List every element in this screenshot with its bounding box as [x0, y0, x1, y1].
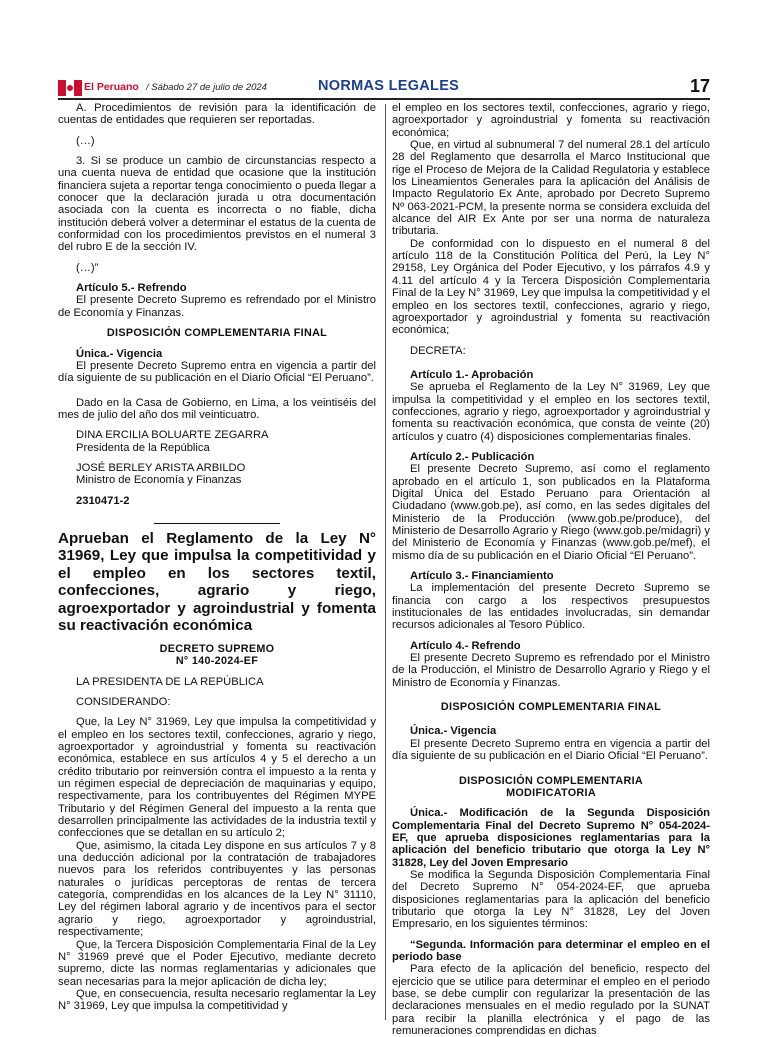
article-heading: Artículo 1.- Aprobación: [410, 368, 534, 381]
paragraph: El presente Decreto Supremo entra en vigencia a partir del día siguiente de su publicación en el Diario Oficial “El Peruano”.: [392, 737, 710, 763]
article-heading: Única.- Vigencia: [410, 725, 497, 738]
section-heading: DISPOSICIÓN COMPLEMENTARIA FINAL: [440, 701, 662, 714]
paragraph: Que, la Tercera Disposición Complementaria Final de la Ley N° 31969 prevé que el Poder Ejecutivo, mediante decreto supremo, dicte las normas reglamentarias y adicionales que sean necesarias para la mejor aplicación de dicha ley;: [58, 938, 376, 988]
signatory-name: DINA ERCILIA BOLUARTE ZEGARRA: [76, 429, 269, 442]
issue-date: / Sábado 27 de julio de 2024: [146, 82, 267, 93]
article-heading: Única.- Modificación de la Segunda Disposición Complementaria Final del Decreto Supremo N° 054-2024-EF, que aprueba disposiciones reglamentarias para la aplicación del beneficio tributario que otorga la Ley N° 31828, Ley del Joven Empresario: [392, 807, 710, 869]
paragraph: Que, en virtud al subnumeral 7 del numeral 28.1 del artículo 28 del Reglamento que desarrolla el Marco Institucional que rige el Proceso de Mejora de la Calidad Regulatoria y establece los Lineamientos Generales para la aplicación del Análisis de Impacto Regulatorio Ex Ante, aprobado por Decreto Supremo Nº 063-2021-PCM, la presente norma se considera excluida del alcance del AIR Ex Ante por ser una norma de naturaleza tributaria.: [392, 139, 710, 238]
paragraph: Que, la Ley N° 31969, Ley que impulsa la competitividad y el empleo en los sectores textil, confecciones, agrario y riego, agroexportador y agroindustrial y fomenta su reactivación económica, establece en sus artículos 4 y 5 el derecho a un crédito tributario por reinversión contra el impuesto a la renta y un régimen especial de depreciación de maquinarias y equipo, respectivamente, para los contribuyentes del Régimen MYPE Tributario y del Régimen General del impuesto a la renta que desarrollen principalmente las actividades de la industria textil y confecciones que se detallan en su artículo 2;: [58, 716, 376, 840]
paragraph: A. Procedimientos de revisión para la identificación de cuentas de entidades que requieren ser reportadas.: [58, 102, 376, 127]
el-peruano-logo-icon: [58, 80, 82, 96]
section-heading: DISPOSICIÓN COMPLEMENTARIA FINAL: [106, 327, 328, 340]
decree-number: N° 140-2024-EF: [175, 655, 259, 668]
quoted-heading: “Segunda. Información para determinar el empleo en el periodo base: [392, 938, 710, 963]
article-heading: Artículo 4.- Refrendo: [410, 639, 521, 652]
signatory-title: Ministro de Economía y Finanzas: [76, 474, 242, 487]
decree-label: DECRETO SUPREMO: [159, 642, 275, 655]
paragraph: Dado en la Casa de Gobierno, en Lima, a los veintiséis del mes de julio del año dos mil veinticuatro.: [58, 396, 376, 421]
article-heading: Única.- Vigencia: [76, 347, 163, 360]
column-divider: [385, 104, 386, 1020]
signatory-title: Presidenta de la República: [76, 441, 210, 454]
paragraph: Se aprueba el Reglamento de la Ley N° 31969, Ley que impulsa la competitividad y el empleo en los sectores textil, confecciones, agrario y riego, agroexportador y agroindustrial y fomenta su reactivación económica, que consta de veinte (20) artículos y cuatro (4) disposiciones complementarias finales.: [392, 381, 710, 443]
left-column: [58, 102, 376, 1013]
paragraph: el empleo en los sectores textil, confecciones, agrario y riego, agroexportador y agroindustrial y fomenta su reactivación económica;: [392, 102, 710, 139]
paragraph: 3. Si se produce un cambio de circunstancias respecto a una cuenta nueva de entidad que ocasione que la institución financiera sujeta a reportar tenga conocimiento o pueda llegar a conocer que la declaración jurada u otra documentación asociada con la cuenta es incorrecta o no fiable, dicha institución deberá volver a determinar el estatus de la cuenta de conformidad con los procedimientos previstos en el numeral 3 del rubro E de la sección IV.: [58, 155, 376, 254]
article-heading: Artículo 2.- Publicación: [410, 450, 535, 463]
paragraph: El presente Decreto Supremo es refrendado por el Ministro de la Producción, el Ministro de Desarrollo Agrario y Riego y el Ministro de Economía y Finanzas.: [392, 652, 710, 689]
paragraph: Para efecto de la aplicación del beneficio, respecto del ejercicio que se utilice para determinar el empleo en el periodo base, se debe cumplir con regularizar la presentación de las declaraciones mensuales en el medio regulado por la SUNAT para recibir la planilla electrónica y el pago de las remuneraciones comprendidas en dichas: [392, 963, 710, 1037]
paragraph: Que, asimismo, la citada Ley dispone en sus artículos 7 y 8 una deducción adicional por la contratación de trabajadores nuevos para los referidos contribuyentes y las personas naturales o jurídicas perceptoras de rentas de tercera categoría, comprendidas en los alcances de la Ley N° 31110, Ley del régimen laboral agrario y de incentivos para el sector agrario y riego, agroexportador y agroindustrial, respectivamente;: [58, 839, 376, 939]
section-heading: DISPOSICIÓN COMPLEMENTARIA: [459, 774, 643, 787]
right-column: [392, 102, 710, 1037]
section-heading: MODIFICATORIA: [506, 786, 596, 799]
paragraph: Que, en consecuencia, resulta necesario reglamentar la Ley N° 31969, Ley que impulsa la competitividad y: [58, 987, 376, 1013]
paragraph: LA PRESIDENTA DE LA REPÚBLICA: [76, 675, 264, 688]
signatory-name: JOSÉ BERLEY ARISTA ARBILDO: [76, 461, 246, 474]
paragraph: El presente Decreto Supremo entra en vigencia a partir del día siguiente de su publicación en el Diario Oficial “El Peruano”.: [58, 359, 376, 385]
page-header: [58, 78, 710, 100]
header-rule: [58, 98, 710, 100]
paragraph: El presente Decreto Supremo, así como el reglamento aprobado en el artículo 1, son publicados en la Plataforma Digital Única del Estado Peruano para Orientación al Ciudadano (www.gob.pe), así como, en las sedes digitales del Ministerio de la Producción (www.gob.pe/produce), del Ministerio de Desarrollo Agrario y Riego (www.gob.pe/midagri) y del Ministerio de Economía y Finanzas (www.gob.pe/mef), el mismo día de su publicación en el Diario Oficial “El Peruano”.: [392, 463, 710, 562]
paragraph: DECRETA:: [410, 344, 466, 357]
paragraph: El presente Decreto Supremo es refrendado por el Ministro de Economía y Finanzas.: [58, 294, 376, 319]
section-title: NORMAS LEGALES: [318, 78, 460, 94]
paragraph: CONSIDERANDO:: [76, 695, 171, 708]
paragraph: De conformidad con lo dispuesto en el numeral 8 del artículo 118 de la Constitución Política del Perú, la Ley N° 29158, Ley Orgánica del Poder Ejecutivo, y los párrafos 4.9 y 4.11 del artículo 4 y la Tercera Disposición Complementaria Final de la Ley N° 31969, Ley que impulsa la competitividad y el empleo en los sectores textil, confecciones, agrario y riego, agroexportador y agroindustrial y fomenta su reactivación económica;: [392, 237, 710, 337]
article-heading: Artículo 3.- Financiamiento: [410, 570, 554, 583]
newspaper-name: El Peruano: [84, 81, 139, 93]
document-code: 2310471-2: [76, 494, 130, 507]
article-heading: Artículo 5.- Refrendo: [76, 282, 187, 295]
paragraph: Se modifica la Segunda Disposición Complementaria Final del Decreto Supremo N° 054-2024-EF, que aprueba disposiciones reglamentarias para la aplicación del beneficio tributario que otorga la Ley N° 31828, Ley del Joven Empresario, en los siguientes términos:: [392, 868, 710, 931]
ellipsis: (…): [76, 134, 95, 147]
norm-title: Aprueban el Reglamento de la Ley N° 31969, Ley que impulsa la competitividad y el empleo en los sectores textil, confecciones, agrario y riego, agroexportador y agroindustrial y fomenta su reactivación económica: [58, 529, 376, 635]
page-number: 17: [689, 76, 710, 96]
separator-rule: [154, 523, 280, 524]
ellipsis: (…)”: [76, 261, 99, 274]
paragraph: La implementación del presente Decreto Supremo se financia con cargo a los respectivos presupuestos institucionales de las entidades involucradas, sin demandar recursos adicionales al Tesoro Público.: [392, 582, 710, 632]
